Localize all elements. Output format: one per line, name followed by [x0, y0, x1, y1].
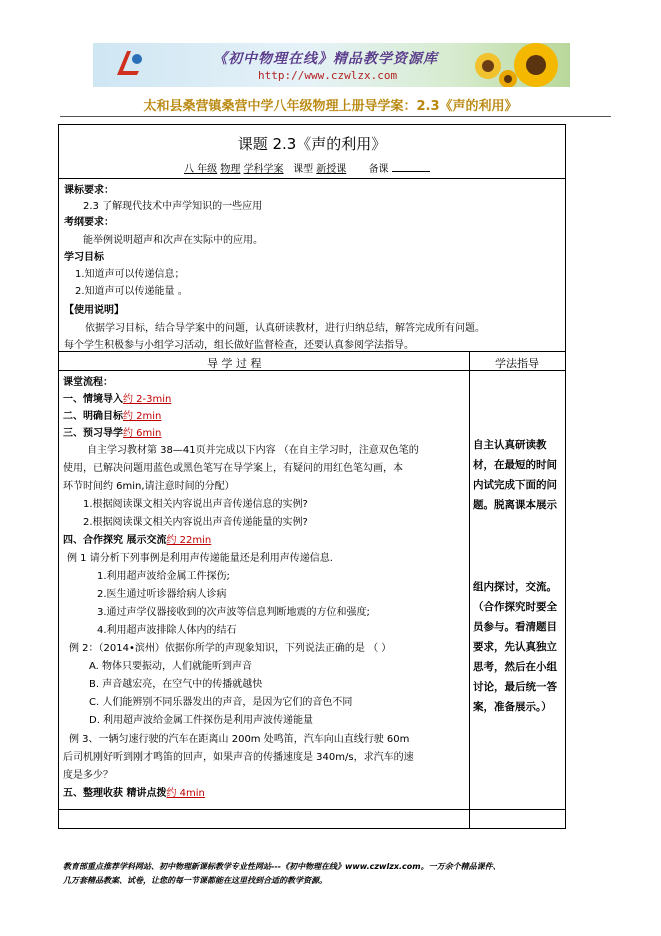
prep-blank	[392, 171, 430, 172]
usage-line-1: 依据学习目标，结合导学案中的问题，认真研读教材，进行归纳总结，解答完成所有问题。	[85, 323, 485, 334]
goal-item-1: 1.知道声可以传递信息；	[75, 269, 185, 280]
footer-line-1: 教育部重点推荐学科网站、初中物理新课标教学专业性网站---《初中物理在线》www.czwlzx.com。一万余个精品课件、	[63, 862, 501, 871]
example-2: 例 2：（2014•滨州）依据你所学的声现象知识，下列说法正确的是 （ ）	[69, 643, 392, 654]
step-1-time: 约 2-3min	[123, 394, 172, 405]
row-divider	[59, 809, 565, 810]
step-1: 一、情境导入	[63, 394, 123, 405]
banner-url[interactable]: http://www.czwlzx.com	[258, 69, 398, 82]
lesson-title: 课题 2.3《声的利用》	[237, 135, 387, 153]
step-2-time: 约 2min	[123, 411, 162, 422]
standards-heading: 课标要求：	[64, 185, 114, 196]
method-tip-2: 组内探讨，交流。（合作探究时要全员参与。看清题目要求，先认真独立思考，然后在小组讨论，最后统一答案，准备展示。）	[473, 581, 557, 713]
header-banner	[93, 43, 570, 87]
step-3-text-3: 环节时间约 6min,请注意时间的分配）	[63, 481, 235, 492]
document-header-title: 太和县桑营镇桑营中学八年级物理上册导学案：2.3《声的利用》	[143, 99, 518, 114]
example-3-line-3: 度是多少？	[63, 770, 113, 781]
example-1: 例 1 请分析下列事例是利用声传递能量还是利用声传递信息.	[67, 553, 333, 564]
step-4-time: 约 22min	[166, 535, 212, 546]
site-logo-icon	[113, 47, 147, 81]
type-value: 新授课	[316, 164, 347, 175]
exam-item: 能举例说明超声和次声在实际中的应用。	[83, 235, 263, 246]
example-2-option-c: C. 人们能辨别不同乐器发出的声音，是因为它们的音色不同	[89, 697, 353, 708]
lesson-meta	[184, 160, 430, 175]
exam-heading: 考纲要求：	[64, 217, 114, 228]
step-5-time: 约 4min	[166, 788, 205, 799]
question-1: 1.根据阅读课文相关内容说出声音传递信息的实例?	[83, 499, 308, 510]
example-2-option-a: A. 物体只要振动，人们就能听到声音	[89, 661, 253, 672]
example-3-line-1: 例 3、一辆匀速行驶的汽车在距离山 200m 处鸣笛，汽车向山直线行驶 60m	[69, 734, 410, 745]
banner-title: 《初中物理在线》精品教学资源库	[213, 51, 438, 67]
example-2-option-b: B. 声音越宏亮，在空气中的传播就越快	[89, 679, 263, 690]
example-3-line-2: 后司机刚好听到刚才鸣笛的回声，如果声音的传播速度是 340m/s，求汽车的速	[63, 752, 414, 763]
lesson-plan-table	[58, 124, 566, 829]
process-column-header: 导 学 过 程	[207, 357, 262, 370]
footer-line-2: 几万套精品教案、试卷，让您的每一节课都能在这里找到合适的教学资源。	[63, 876, 327, 885]
step-3-time: 约 6min	[123, 428, 162, 439]
row-divider	[59, 370, 565, 371]
column-divider	[469, 351, 470, 828]
step-3-text-2: 使用，已解决问题用蓝色或黑色笔写在导学案上，有疑问的用红色笔勾画，本	[63, 463, 403, 474]
step-5: 五、整理收获 精讲点拨	[63, 788, 167, 799]
example-1-item: 4.利用超声波排除人体内的结石	[97, 625, 237, 636]
step-3: 三、预习导学	[63, 428, 123, 439]
goal-item-2: 2.知道声可以传递能量 。	[75, 286, 188, 297]
method-tip-1: 自主认真研读教材，在最短的时间内试完成下面的问题。脱离课本展示	[473, 439, 557, 511]
example-1-item: 3.通过声学仪器接收到的次声波等信息判断地震的方位和强度;	[97, 607, 370, 618]
example-1-item: 1.利用超声波给金属工件探伤;	[97, 571, 230, 582]
method-column-header: 学法指导	[495, 357, 539, 370]
row-divider	[59, 351, 565, 352]
example-1-item: 2.医生通过听诊器给病人诊病	[97, 589, 227, 600]
example-2-option-d: D. 利用超声波给金属工件探伤是利用声波传递能量	[89, 715, 314, 726]
standards-item: 2.3 了解现代技术中声学知识的一些应用	[83, 201, 263, 212]
goals-heading: 学习目标	[64, 252, 104, 263]
header-rule	[60, 116, 611, 117]
row-divider	[59, 178, 565, 179]
prep-label: 备课	[368, 164, 389, 175]
sunflower-icon	[496, 43, 566, 87]
process-heading: 课堂流程：	[63, 377, 113, 388]
step-2: 二、明确目标	[63, 411, 123, 422]
type-label: 课型	[293, 164, 314, 175]
step-4: 四、合作探究 展示交流	[63, 535, 167, 546]
subject: 物理	[220, 164, 241, 175]
grade: 八 年级	[184, 164, 218, 175]
subject-suffix: 学科学案	[243, 164, 284, 175]
question-2: 2.根据阅读课文相关内容说出声音传递能量的实例?	[83, 517, 308, 528]
step-3-text-1: 自主学习教材第 38—41页并完成以下内容 （在自主学习时，注意双色笔的	[87, 445, 419, 456]
page-footer	[63, 860, 623, 888]
usage-line-2: 每个学生积极参与小组学习活动，组长做好监督检查，还要认真参阅学法指导。	[64, 340, 414, 351]
usage-heading: 【使用说明】	[64, 305, 124, 316]
